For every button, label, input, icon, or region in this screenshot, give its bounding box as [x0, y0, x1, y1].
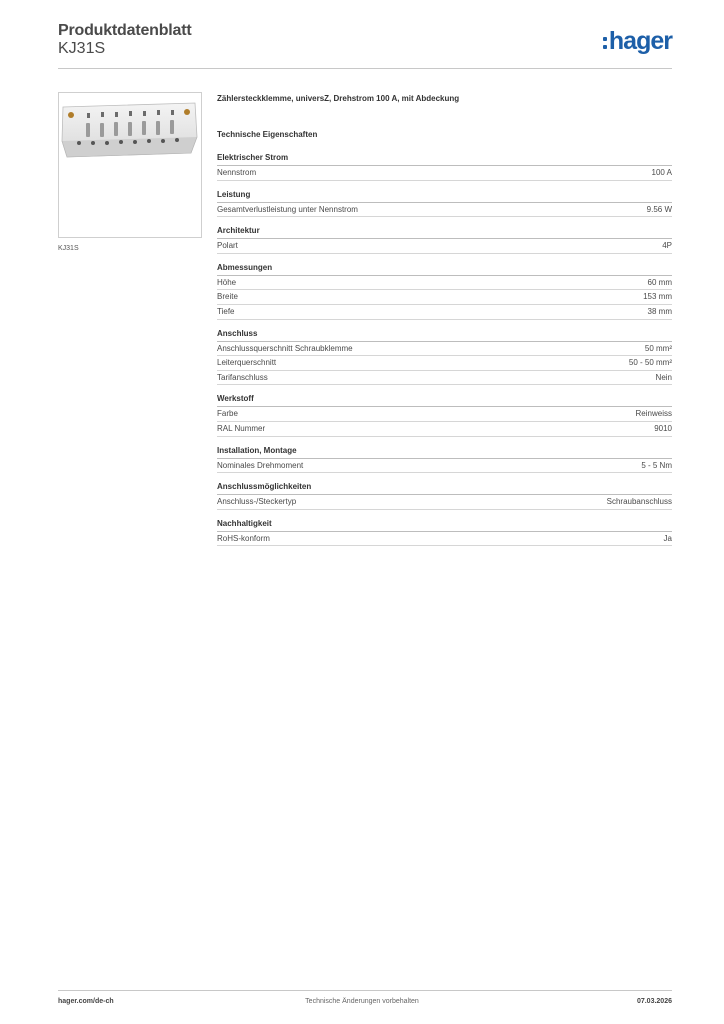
logo-text: hager	[608, 26, 672, 55]
page-header	[58, 22, 672, 70]
spec-label: Nominales Drehmoment	[217, 460, 304, 470]
spec-label: Polart	[217, 241, 238, 251]
spec-value: 4P	[662, 241, 672, 251]
spec-row	[217, 371, 672, 386]
spec-group-title: Abmessungen	[217, 263, 672, 276]
spec-label: RoHS-konform	[217, 533, 270, 543]
spec-label: Tarifanschluss	[217, 372, 268, 382]
technical-properties-heading: Technische Eigenschaften	[217, 130, 318, 139]
spec-row	[217, 532, 672, 547]
spec-group-title: Leistung	[217, 190, 672, 203]
spec-group-title: Elektrischer Strom	[217, 153, 672, 166]
spec-value: 60 mm	[647, 277, 672, 287]
spec-value: 38 mm	[647, 306, 672, 316]
spec-group-title: Werkstoff	[217, 394, 672, 407]
footer-divider	[58, 990, 672, 991]
spec-row	[217, 495, 672, 510]
spec-value: Ja	[663, 533, 672, 543]
spec-label: Höhe	[217, 277, 237, 287]
hager-logo[interactable]	[603, 28, 672, 54]
spec-row	[217, 239, 672, 254]
spec-label: Anschlussquerschnitt Schraubklemme	[217, 343, 353, 353]
spec-value: 50 mm²	[644, 343, 672, 353]
spec-label: Tiefe	[217, 306, 235, 316]
spec-group	[217, 153, 672, 181]
spec-label: RAL Nummer	[217, 423, 266, 433]
spec-group-title: Anschlussmöglichkeiten	[217, 482, 672, 495]
document-title: Produktdatenblatt	[58, 22, 192, 39]
spec-group-title: Nachhaltigkeit	[217, 519, 672, 532]
spec-group	[217, 482, 672, 510]
spec-row	[217, 203, 672, 218]
spec-row	[217, 166, 672, 181]
spec-content	[217, 94, 672, 546]
document-subtitle: KJ31S	[58, 40, 106, 57]
spec-group-title: Installation, Montage	[217, 446, 672, 459]
spec-value: 100 A	[651, 168, 672, 177]
spec-label: Farbe	[217, 409, 238, 419]
spec-row	[217, 459, 672, 474]
spec-value: Reinweiss	[635, 409, 672, 419]
footer-website[interactable]: hager.com/de-ch	[58, 998, 114, 1005]
spec-group	[217, 329, 672, 386]
spec-value: Schraubanschluss	[606, 497, 672, 507]
footer-date: 07.03.2026	[636, 998, 672, 1005]
spec-row	[217, 276, 672, 291]
spec-row	[217, 422, 672, 437]
spec-value: 50 - 50 mm²	[628, 358, 672, 368]
spec-group	[217, 446, 672, 474]
image-caption: KJ31S	[58, 245, 79, 252]
spec-label: Gesamtverlustleistung unter Nennstrom	[217, 204, 358, 214]
spec-value: 9010	[654, 423, 672, 433]
spec-groups	[217, 153, 672, 546]
spec-row	[217, 342, 672, 357]
spec-group	[217, 519, 672, 547]
spec-label: Breite	[217, 292, 238, 302]
logo-dots-icon	[603, 37, 607, 49]
spec-value: 5 - 5 Nm	[641, 460, 672, 470]
terminal-block-image	[59, 93, 201, 237]
spec-group	[217, 394, 672, 436]
header-divider	[58, 68, 672, 69]
spec-row	[217, 356, 672, 371]
spec-row	[217, 290, 672, 305]
product-image	[58, 92, 202, 238]
spec-value: 9.56 W	[646, 204, 672, 214]
spec-label: Nennstrom	[217, 168, 257, 177]
spec-row	[217, 407, 672, 422]
spec-label: Leiterquerschnitt	[217, 358, 277, 368]
product-description: Zählersteckklemme, universZ, Drehstrom 100 A, mit Abdeckung	[217, 94, 460, 103]
spec-value: Nein	[655, 372, 672, 382]
spec-group-title: Architektur	[217, 226, 672, 239]
spec-row	[217, 305, 672, 320]
spec-group-title: Anschluss	[217, 329, 672, 342]
spec-group	[217, 226, 672, 254]
footer-notice: Technische Änderungen vorbehalten	[305, 998, 419, 1005]
spec-group	[217, 263, 672, 320]
spec-value: 153 mm	[643, 292, 672, 302]
spec-label: Anschluss-/Steckertyp	[217, 497, 297, 507]
spec-group	[217, 190, 672, 218]
